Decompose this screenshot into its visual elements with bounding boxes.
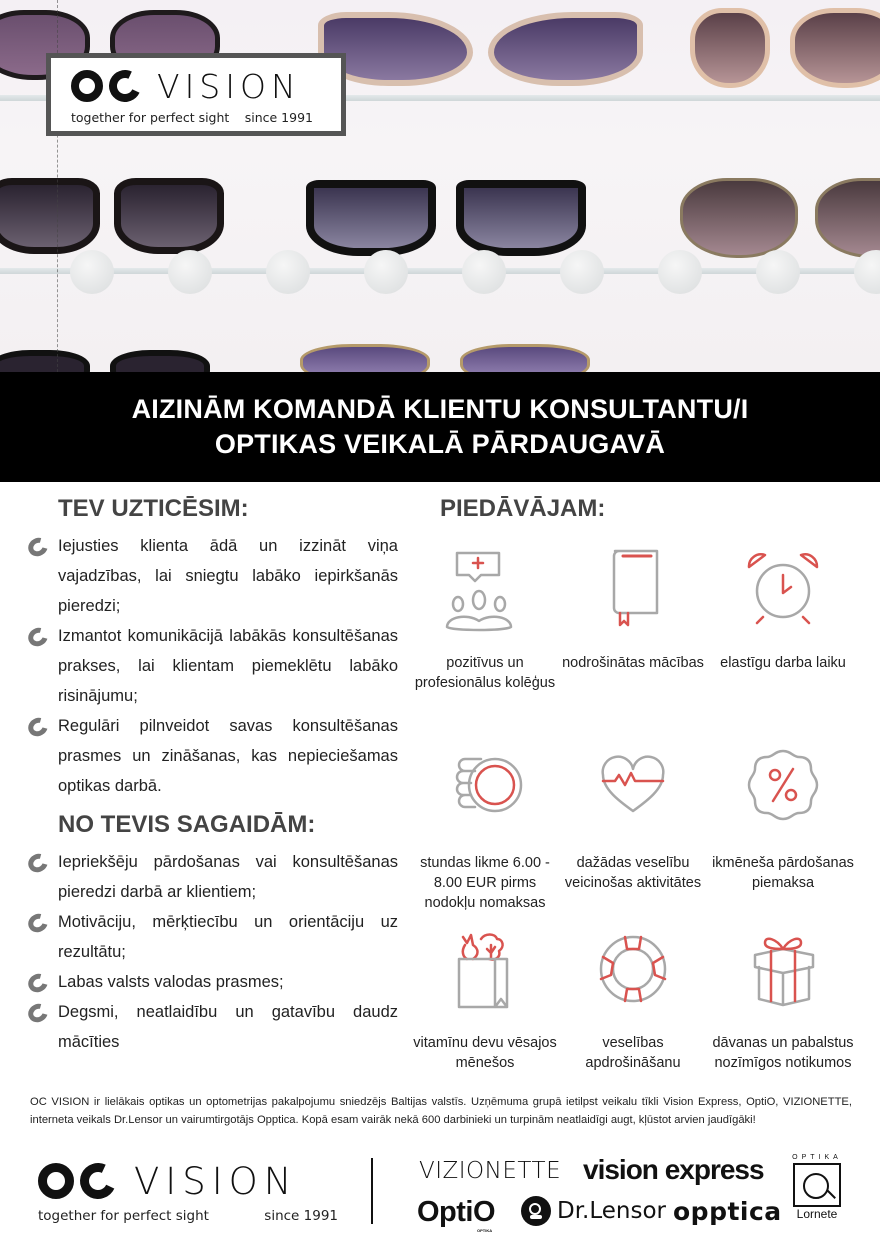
benefit-label: veselības apdrošināšanu [585, 1035, 681, 1071]
logo-since: since 1991 [264, 1208, 338, 1224]
bullet-ring-icon [25, 714, 51, 740]
bullet-ring-icon [25, 970, 51, 996]
bullet-ring-icon [25, 534, 51, 560]
trust-list [28, 531, 398, 801]
sunglasses-image [300, 340, 600, 372]
grocery-bag-icon [435, 925, 535, 1021]
bullet-ring-icon [25, 910, 51, 936]
optio-logo: OptiO [417, 1196, 496, 1228]
logo-tagline: together for perfect sight [71, 110, 230, 125]
logo-tagline: together for perfect sight [38, 1208, 209, 1224]
logo-since: since 1991 [244, 110, 313, 125]
book-icon [583, 545, 683, 641]
benefit-label: vitamīnu devu vēsajos mēnešos [413, 1035, 557, 1071]
sunglasses-image [690, 0, 880, 92]
benefit-gifts [708, 925, 858, 1073]
benefit-label: dāvanas un pabalstus nozīmīgos notikumos [712, 1035, 854, 1071]
job-title-banner [0, 372, 880, 482]
expect-list [28, 847, 398, 1057]
benefit-label: dažādas veselību veicinošas aktivitātes [564, 855, 702, 891]
vision-express-logo: vision express [583, 1154, 764, 1185]
dr-lensor-logo: Dr.Lensor [521, 1196, 666, 1226]
logo-wordmark: VISION [134, 1159, 298, 1203]
benefit-label: stundas likme 6.00 - 8.00 EUR pirms nodokļu nomaksas [420, 855, 550, 911]
benefit-label: pozitīvus un profesionālus kolēģus [414, 655, 556, 691]
team-chat-icon [435, 545, 535, 641]
vizionette-logo: VIZIONETTE [419, 1158, 562, 1184]
brand-logos [415, 1152, 880, 1242]
bullet-ring-icon [25, 850, 51, 876]
lornete-logo: OPTIKA Lornete [792, 1154, 842, 1221]
list-item: Regulāri pilnveidot savas konsultēšanas prasmes un zināšanas, kas nepieciešamas optikas darbā. [28, 711, 398, 801]
offer-heading: PIEDĀVĀJAM: [440, 495, 606, 522]
coins-icon [435, 745, 535, 841]
list-item: Izmantot komunikācijā labākās konsultēšanas prakses, lai klientam piemeklētu labāko risinājumu; [28, 621, 398, 711]
requirements-column [28, 495, 398, 1057]
benefit-vitamins [410, 925, 560, 1073]
sunglasses-image [306, 180, 591, 260]
list-item: Degsmi, neatlaidību un gatavību daudz mācīties [28, 997, 398, 1057]
list-item: Iepriekšēju pārdošanas vai konsultēšanas pieredzi darbā ar klientiem; [28, 847, 398, 907]
benefit-label: nodrošinātas mācības [562, 655, 704, 671]
benefit-health-insurance [558, 925, 708, 1073]
page-title-line-2: OPTIKAS VEIKALĀ PĀRDAUGAVĀ [214, 429, 666, 459]
sunglasses-image [0, 350, 220, 372]
logo-wordmark: VISION [157, 66, 301, 106]
optio-subtitle: OPTIKA [477, 1228, 493, 1233]
page-title-line-1: AIZINĀM KOMANDĀ KLIENTU KONSULTANTU/I [131, 394, 749, 424]
oc-logo-mark-icon [38, 1163, 116, 1199]
expect-heading: NO TEVIS SAGAIDĀM: [58, 811, 316, 838]
benefit-hourly-rate [410, 745, 560, 913]
opptica-logo: opptica [673, 1197, 782, 1226]
footer-oc-vision-logo [38, 1160, 338, 1224]
bullet-ring-icon [25, 1000, 51, 1026]
benefit-health-activities [558, 745, 708, 893]
heart-pulse-icon [583, 745, 683, 841]
company-description: OC VISION ir lielākais optikas un optometrijas pakalpojumu sniedzējs Baltijas valstīs. Uzņēmuma grupā ietilpst veikalu tīkli Vision Express, OptiO, VIZIONETTE, interneta veikals Dr.Lensor un vairumtirgotājs Opptica. Kopā esam vairāk nekā 600 darbinieki un turpinām neatlaidīgi augt, kļūstot arvien jaudīgāki! [30, 1096, 852, 1126]
magnifier-icon [793, 1163, 841, 1207]
oc-vision-logo [46, 53, 346, 136]
list-item: Labas valsts valodas prasmes; [28, 967, 398, 997]
alarm-clock-icon [733, 545, 833, 641]
benefit-label: ikmēneša pārdošanas piemaksa [712, 855, 854, 891]
gift-icon [733, 925, 833, 1021]
offer-column [413, 495, 870, 1071]
lifebuoy-icon [583, 925, 683, 1021]
benefit-colleagues [410, 545, 560, 693]
hero-image [0, 0, 880, 372]
oc-logo-mark-icon [71, 70, 141, 102]
benefit-training [558, 545, 708, 673]
bullet-ring-icon [25, 624, 51, 650]
percent-badge-icon [733, 745, 833, 841]
sunglasses-image [0, 172, 240, 262]
sunglasses-image [318, 0, 648, 90]
mustache-face-icon [521, 1196, 551, 1226]
footer-divider [371, 1158, 373, 1224]
benefit-flex-time [708, 545, 858, 673]
list-item: Motivāciju, mērķtiecību un orientāciju uz rezultātu; [28, 907, 398, 967]
benefit-sales-bonus [708, 745, 858, 893]
trust-heading: TEV UZTICĒSIM: [58, 495, 249, 522]
benefit-label: elastīgu darba laiku [720, 655, 846, 671]
list-item: Iejusties klienta ādā un izzināt viņa vajadzības, lai sniegtu labāko iepirkšanās pieredzi; [28, 531, 398, 621]
